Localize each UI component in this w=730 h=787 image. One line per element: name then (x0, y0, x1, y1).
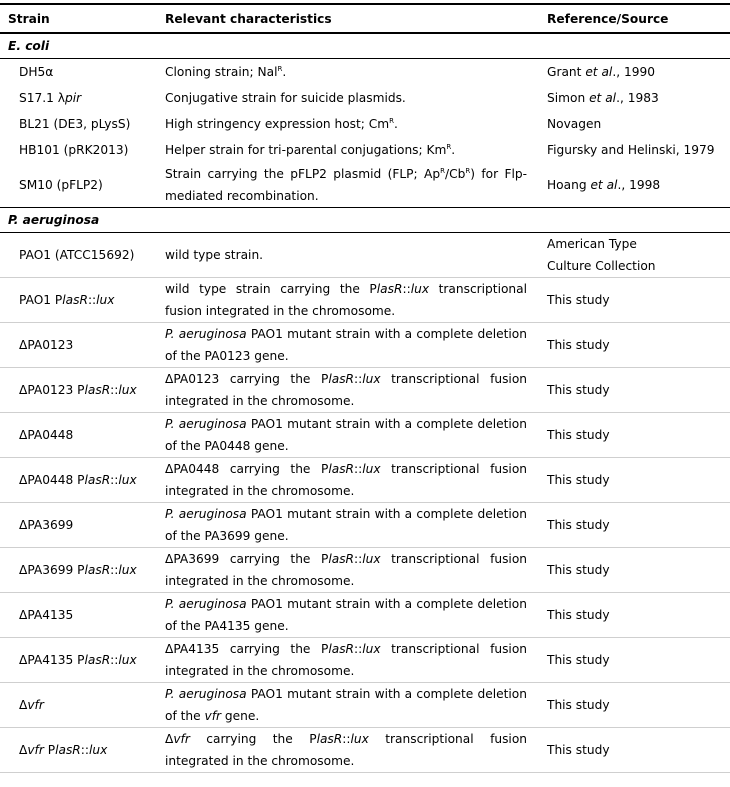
group-row-p-aeruginosa (0, 208, 730, 233)
strain-text: :: (110, 473, 119, 487)
characteristics-cell (157, 368, 539, 413)
characteristics-italic: lux (362, 642, 381, 656)
strain-text: ΔPA3699 (19, 518, 74, 532)
strain-cell (0, 163, 157, 208)
strain-text: ΔPA0448 P (19, 473, 85, 487)
table-row (0, 593, 730, 638)
characteristics-text: ΔPA4135 carrying the P (165, 642, 329, 656)
characteristics-italic: lux (362, 462, 381, 476)
group-title: E. coli (0, 33, 730, 59)
characteristics-text: . (394, 117, 398, 131)
reference-cell (539, 548, 730, 593)
characteristics-text: Δ (165, 732, 174, 746)
strain-italic: lux (118, 563, 137, 577)
characteristics-italic: P. aeruginosa (165, 327, 247, 341)
table-row (0, 683, 730, 728)
table-row (0, 323, 730, 368)
characteristics-text: /Cb (444, 167, 466, 181)
characteristics-text: PAO1 mutant strain with a complete deletion of the PA0448 gene. (165, 417, 527, 453)
header-characteristics: Relevant characteristics (157, 4, 539, 33)
table-row (0, 728, 730, 773)
strain-text: SM10 (pFLP2) (19, 178, 103, 192)
strain-italic: lux (96, 293, 115, 307)
characteristics-text: ΔPA0448 carrying the P (165, 462, 329, 476)
characteristics-text: transcriptional fusion integrated in the chromosome. (165, 732, 527, 768)
characteristics-italic: lasR (328, 552, 355, 566)
strain-text: :: (110, 563, 119, 577)
characteristics-cell (157, 593, 539, 638)
strain-text: P (43, 743, 56, 757)
characteristics-text: transcriptional fusion integrated in the chromosome. (165, 462, 527, 498)
characteristics-italic: lasR (376, 282, 403, 296)
reference-cell (539, 683, 730, 728)
strain-cell (0, 233, 157, 278)
characteristics-text: transcriptional fusion integrated in the chromosome. (165, 372, 527, 408)
strain-italic: vfr (27, 698, 44, 712)
strain-text: :: (110, 653, 119, 667)
strain-text: Δ (19, 743, 28, 757)
table-row (0, 163, 730, 208)
strain-text: ΔPA0123 P (19, 383, 85, 397)
characteristics-cell (157, 413, 539, 458)
characteristics-cell (157, 59, 539, 86)
characteristics-italic: lasR (328, 642, 355, 656)
superscript: R (465, 167, 471, 175)
reference-text: This study (547, 743, 610, 757)
strain-italic: lasR (84, 473, 111, 487)
characteristics-cell (157, 323, 539, 368)
characteristics-italic: lasR (328, 372, 355, 386)
reference-cell (539, 728, 730, 773)
characteristics-cell (157, 548, 539, 593)
characteristics-italic: lasR (328, 462, 355, 476)
strain-text: ΔPA4135 P (19, 653, 85, 667)
strain-cell (0, 683, 157, 728)
reference-text: This study (547, 653, 610, 667)
strain-cell (0, 548, 157, 593)
characteristics-text: transcriptional fusion integrated in the chromosome. (165, 642, 527, 678)
characteristics-italic: vfr (204, 709, 222, 723)
table-row (0, 85, 730, 111)
strain-italic: lasR (62, 293, 88, 307)
reference-text: This study (547, 473, 610, 487)
reference-text: This study (547, 698, 610, 712)
characteristics-italic: lux (362, 552, 381, 566)
characteristics-italic: P. aeruginosa (165, 687, 247, 701)
characteristics-text: PAO1 mutant strain with a complete deletion of the PA4135 gene. (165, 597, 527, 633)
strain-text: ΔPA3699 P (19, 563, 85, 577)
characteristics-text: High stringency expression host; Cm (165, 117, 390, 131)
reference-italic: et al (585, 65, 613, 79)
table-row (0, 278, 730, 323)
reference-text: Culture Collection (547, 259, 656, 273)
characteristics-text: :: (354, 552, 363, 566)
strain-text: DH5α (19, 65, 54, 79)
strain-cell (0, 728, 157, 773)
reference-text: ., 1998 (617, 178, 661, 192)
strain-cell (0, 59, 157, 86)
reference-italic: et al (589, 91, 617, 105)
reference-text: This study (547, 608, 610, 622)
reference-text: Simon (547, 91, 590, 105)
table-row (0, 548, 730, 593)
characteristics-cell (157, 233, 539, 278)
characteristics-text: Strain carrying the pFLP2 plasmid (FLP; Ap (165, 167, 441, 181)
characteristics-italic: lux (350, 732, 369, 746)
characteristics-text: ΔPA3699 carrying the P (165, 552, 329, 566)
reference-cell (539, 323, 730, 368)
strain-cell (0, 111, 157, 137)
characteristics-italic: lux (362, 372, 381, 386)
reference-text: Hoang (547, 178, 591, 192)
strain-italic: vfr (27, 743, 44, 757)
characteristics-text: Conjugative strain for suicide plasmids. (165, 91, 406, 105)
reference-text: This study (547, 338, 610, 352)
reference-text: This study (547, 563, 610, 577)
strain-italic: lux (89, 743, 108, 757)
reference-text: ., 1983 (616, 91, 659, 105)
table-row (0, 503, 730, 548)
characteristics-text: gene. (221, 709, 260, 723)
reference-text: American Type (547, 237, 637, 251)
group-title: P. aeruginosa (0, 208, 730, 233)
strain-cell (0, 593, 157, 638)
reference-cell (539, 458, 730, 503)
characteristics-text: . (451, 143, 456, 157)
strain-italic: lasR (84, 383, 111, 397)
reference-cell (539, 137, 730, 163)
reference-text: This study (547, 293, 610, 307)
table-row (0, 458, 730, 503)
characteristics-cell (157, 728, 539, 773)
strain-italic: lux (118, 653, 137, 667)
characteristics-text: ΔPA0123 carrying the P (165, 372, 329, 386)
characteristics-italic: lux (410, 282, 430, 296)
characteristics-italic: P. aeruginosa (165, 507, 247, 521)
characteristics-text: PAO1 mutant strain with a complete deletion of the (165, 687, 527, 723)
characteristics-cell (157, 111, 539, 137)
superscript: R (389, 117, 395, 125)
table-row (0, 413, 730, 458)
characteristics-cell (157, 638, 539, 683)
reference-italic: et al (590, 178, 618, 192)
strain-italic: lasR (55, 743, 81, 757)
characteristics-text: :: (354, 462, 363, 476)
characteristics-cell (157, 458, 539, 503)
reference-cell (539, 163, 730, 208)
characteristics-text: PAO1 mutant strain with a complete deletion of the PA0123 gene. (165, 327, 527, 363)
header-reference: Reference/Source (539, 4, 730, 33)
characteristics-italic: lasR (316, 732, 343, 746)
reference-cell (539, 413, 730, 458)
reference-cell (539, 233, 730, 278)
strain-cell (0, 638, 157, 683)
reference-cell (539, 368, 730, 413)
strain-text: S17.1 λ (19, 91, 65, 105)
group-row-e-coli (0, 33, 730, 59)
reference-cell (539, 59, 730, 86)
strain-text: PAO1 (ATCC15692) (19, 248, 135, 262)
strain-cell (0, 458, 157, 503)
characteristics-text: wild type strain carrying the P (165, 282, 377, 296)
strain-text: ΔPA0123 (19, 338, 74, 352)
characteristics-text: Cloning strain; Nal (165, 65, 278, 79)
characteristics-italic: P. aeruginosa (165, 597, 247, 611)
characteristics-cell (157, 683, 539, 728)
strain-cell (0, 85, 157, 111)
table-header-row (0, 4, 730, 33)
table-row (0, 368, 730, 413)
table-row (0, 59, 730, 86)
reference-text: Figursky and Helinski, 1979 (547, 143, 715, 157)
characteristics-cell (157, 163, 539, 208)
reference-text: ., 1990 (612, 65, 655, 79)
strain-italic: lasR (84, 563, 111, 577)
reference-cell (539, 638, 730, 683)
strain-cell (0, 503, 157, 548)
characteristics-text: PAO1 mutant strain with a complete deletion of the PA3699 gene. (165, 507, 527, 543)
superscript: R (277, 65, 283, 73)
strain-text: PAO1 P (19, 293, 63, 307)
characteristics-italic: P. aeruginosa (165, 417, 247, 431)
table-row (0, 638, 730, 683)
table-row (0, 137, 730, 163)
strain-text: BL21 (DE3, pLysS) (19, 117, 131, 131)
header-strain: Strain (0, 4, 157, 33)
strain-italic: lasR (84, 653, 111, 667)
characteristics-text: . (282, 65, 287, 79)
characteristics-cell (157, 85, 539, 111)
reference-text: Grant (547, 65, 586, 79)
characteristics-text: :: (402, 282, 411, 296)
strain-italic: lux (118, 383, 137, 397)
characteristics-text: Helper strain for tri-parental conjugations; Km (165, 143, 447, 157)
strain-italic: pir (64, 91, 82, 105)
characteristics-text: transcriptional fusion integrated in the chromosome. (165, 282, 527, 318)
strain-cell (0, 368, 157, 413)
characteristics-text: :: (354, 642, 363, 656)
strain-italic: lux (118, 473, 137, 487)
strain-text: HB101 (pRK2013) (19, 143, 129, 157)
strain-table (0, 3, 730, 773)
strain-text: ΔPA4135 (19, 608, 74, 622)
strain-cell (0, 278, 157, 323)
reference-text: This study (547, 428, 610, 442)
reference-text: This study (547, 518, 610, 532)
reference-cell (539, 503, 730, 548)
strain-cell (0, 137, 157, 163)
characteristics-cell (157, 137, 539, 163)
strain-cell (0, 323, 157, 368)
characteristics-italic: vfr (173, 732, 190, 746)
characteristics-text: :: (342, 732, 351, 746)
strain-text: :: (110, 383, 119, 397)
strain-text: :: (80, 743, 89, 757)
strain-text: ΔPA0448 (19, 428, 74, 442)
characteristics-text: carrying the P (189, 732, 317, 746)
strain-text: Δ (19, 698, 28, 712)
table-row (0, 111, 730, 137)
superscript: R (440, 167, 445, 175)
table-row (0, 233, 730, 278)
reference-cell (539, 593, 730, 638)
characteristics-text: :: (354, 372, 363, 386)
characteristics-cell (157, 278, 539, 323)
reference-cell (539, 111, 730, 137)
characteristics-cell (157, 503, 539, 548)
reference-text: This study (547, 383, 610, 397)
characteristics-text: wild type strain. (165, 248, 264, 262)
reference-text: Novagen (547, 117, 602, 131)
reference-cell (539, 278, 730, 323)
superscript: R (446, 143, 452, 151)
characteristics-text: ) for Flp-mediated recombination. (165, 167, 528, 203)
characteristics-text: transcriptional fusion integrated in the chromosome. (165, 552, 527, 588)
reference-cell (539, 85, 730, 111)
strain-cell (0, 413, 157, 458)
strain-text: :: (87, 293, 97, 307)
